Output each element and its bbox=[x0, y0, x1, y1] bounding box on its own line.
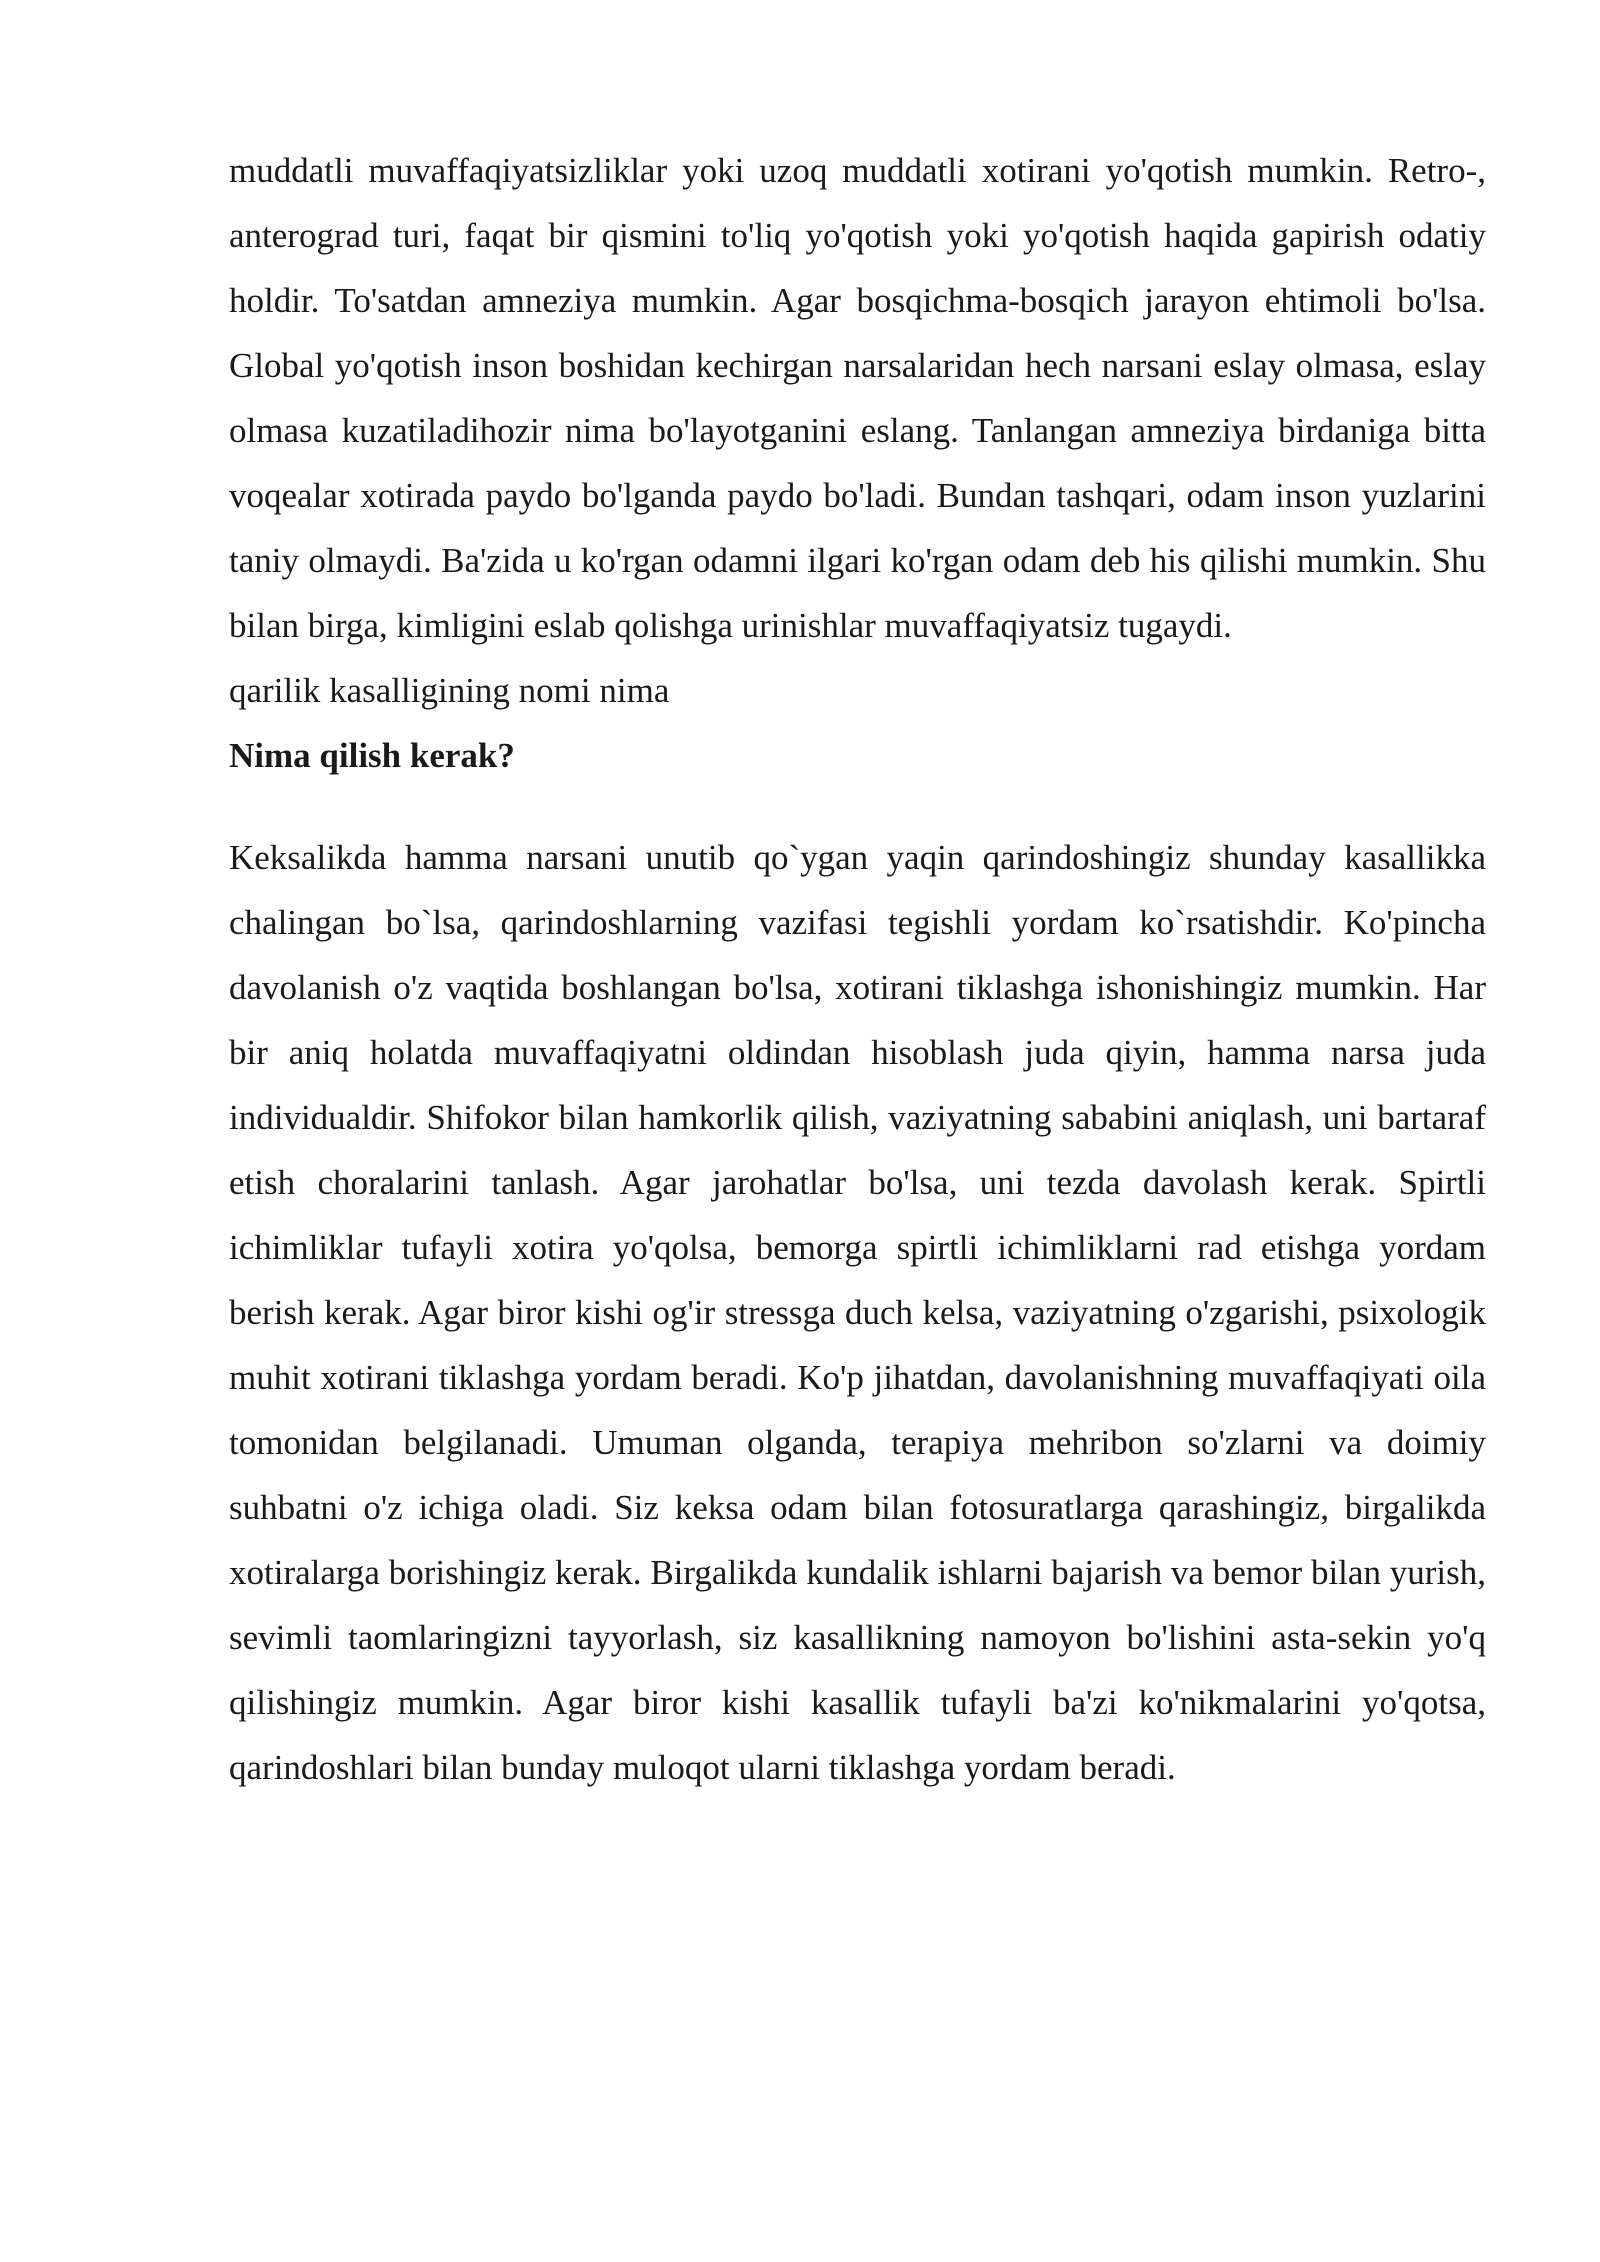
query-line: qarilik kasalligining nomi nima bbox=[229, 671, 670, 710]
document-page bbox=[229, 138, 1486, 1800]
body-paragraph-what-to-do: Keksalikda hamma narsani unutib qo`ygan yaqin qarindoshingiz shunday kasallikka chalingan bo`lsa, qarindoshlarning vazifasi tegishli yordam ko`rsatishdir. Ko'pincha davolanish o'z vaqtida boshlangan bo'lsa, xotirani tiklashga ishonishingiz mumkin. Har bir aniq holatda muvaffaqiyatni oldindan hisoblash juda qiyin, hamma narsa juda individualdir. Shifokor bilan hamkorlik qilish, vaziyatning sababini aniqlash, uni bartaraf etish choralarini tanlash. Agar jarohatlar bo'lsa, uni tezda davolash kerak. Spirtli ichimliklar tufayli xotira yo'qolsa, bemorga spirtli ichimliklarni rad etishga yordam berish kerak. Agar biror kishi og'ir stressga duch kelsa, vaziyatning o'zgarishi, psixologik muhit xotirani tiklashga yordam beradi. Ko'p jihatdan, davolanishning muvaffaqiyati oila tomonidan belgilanadi. Umuman olganda, terapiya mehribon so'zlarni va doimiy suhbatni o'z ichiga oladi. Siz keksa odam bilan fotosuratlarga qarashingiz, birgalikda xotiralarga borishingiz kerak. Birgalikda kundalik ishlarni bajarish va bemor bilan yurish, sevimli taomlaringizni tayyorlash, siz kasallikning namoyon bo'lishini asta-sekin yo'q qilishingiz mumkin. Agar biror kishi kasallik tufayli ba'zi ko'nikmalarini yo'qotsa, qarindoshlari bilan bunday muloqot ularni tiklashga yordam beradi. bbox=[229, 838, 1486, 1787]
section-heading: Nima qilish kerak? bbox=[229, 736, 515, 775]
body-paragraph-amnesia: muddatli muvaffaqiyatsizliklar yoki uzoq muddatli xotirani yo'qotish mumkin. Retro-, anterograd turi, faqat bir qismini to'liq yo'qotish yoki yo'qotish haqida gapirish odatiy holdir. To'satdan amneziya mumkin. Agar bosqichma-bosqich jarayon ehtimoli bo'lsa. Global yo'qotish inson boshidan kechirgan narsalaridan hech narsani eslay olmasa, eslay olmasa kuzatiladihozir nima bo'layotganini eslang. Tanlangan amneziya birdaniga bitta voqealar xotirada paydo bo'lganda paydo bo'ladi. Bundan tashqari, odam inson yuzlarini taniy olmaydi. Ba'zida u ko'rgan odamni ilgari ko'rgan odam deb his qilishi mumkin. Shu bilan birga, kimligini eslab qolishga urinishlar muvaffaqiyatsiz tugaydi. bbox=[229, 151, 1486, 645]
